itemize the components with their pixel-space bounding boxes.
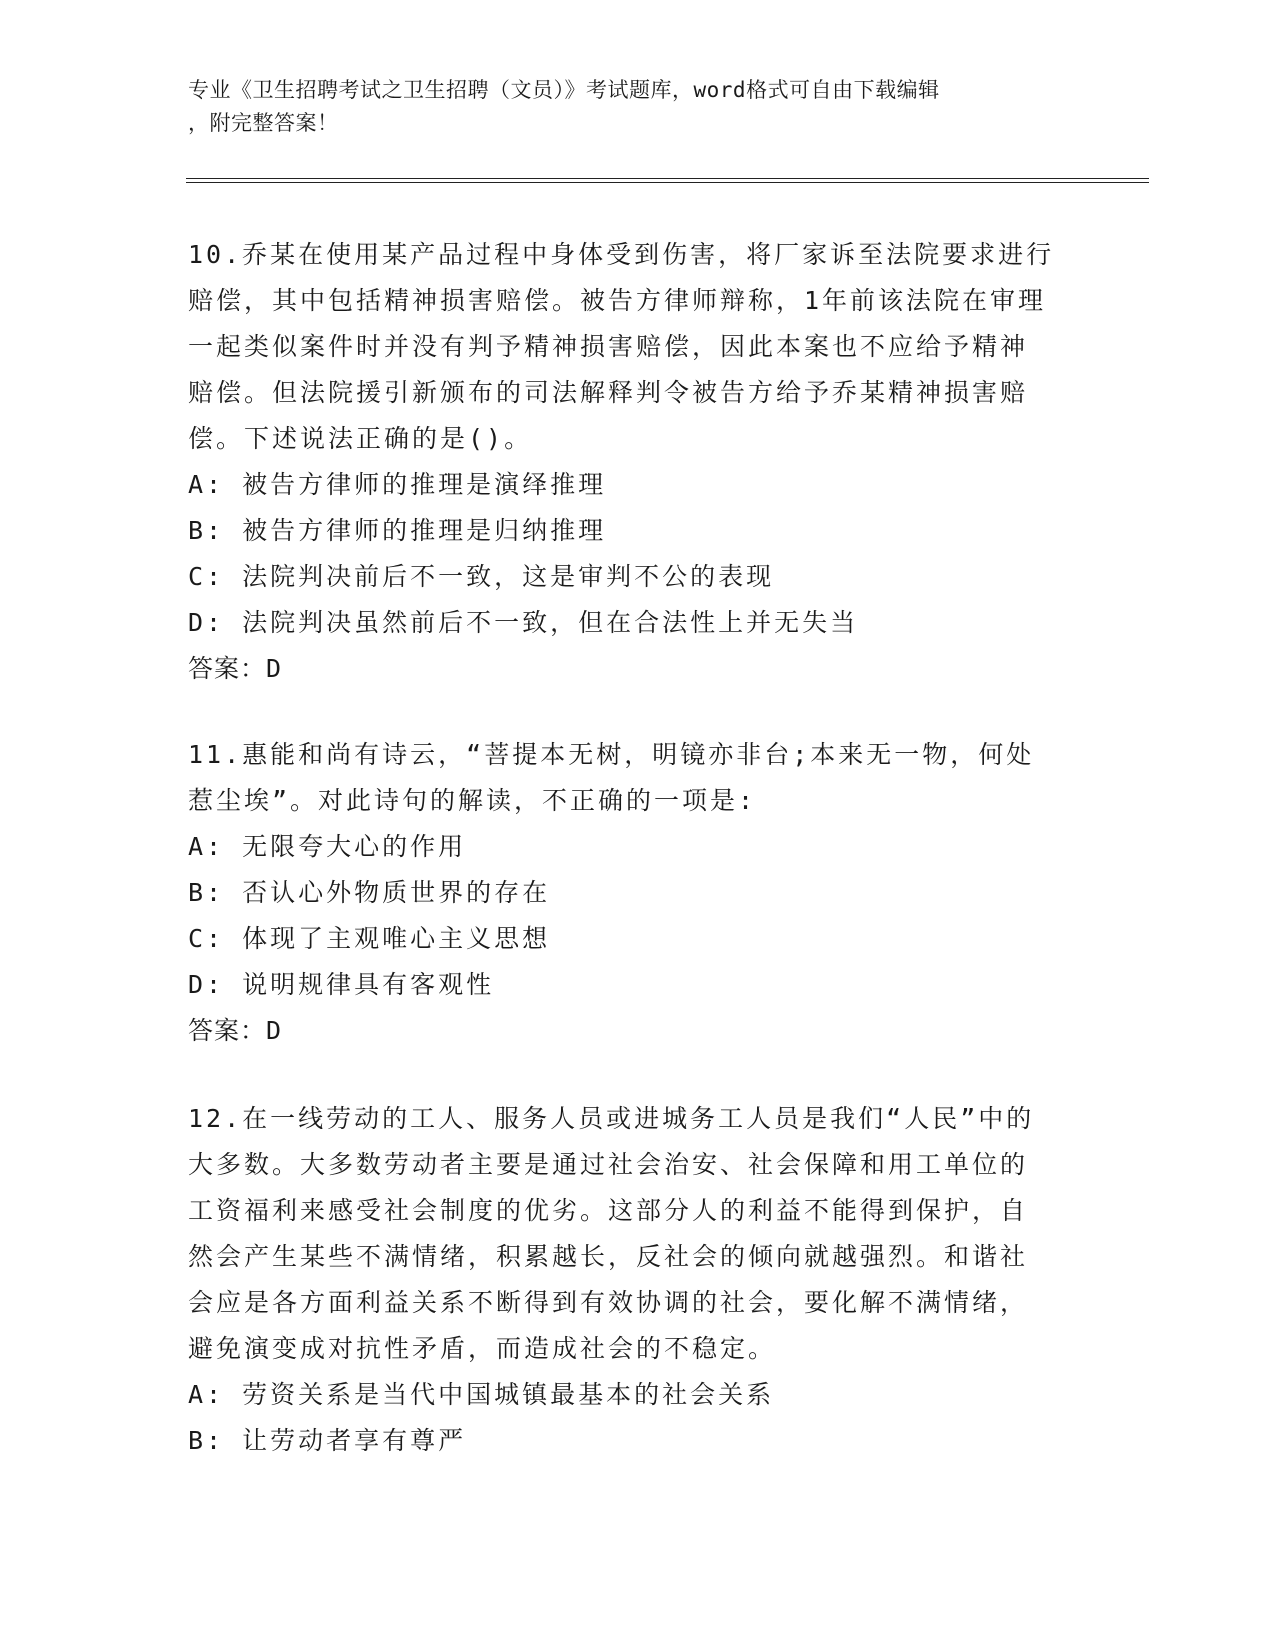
stem-line: 然会产生某些不满情绪，积累越长，反社会的倾向就越强烈。和谐社 [188, 1242, 1029, 1271]
option-b: B: 被告方律师的推理是归纳推理 [188, 516, 607, 545]
option-a: A: 劳资关系是当代中国城镇最基本的社会关系 [188, 1380, 775, 1409]
header-line-1: 专业《卫生招聘考试之卫生招聘（文员）》考试题库，word格式可自由下载编辑 [188, 78, 940, 102]
option-b: B: 让劳动者享有尊严 [188, 1426, 467, 1455]
option-c: C: 法院判决前后不一致，这是审判不公的表现 [188, 562, 775, 591]
header-divider [186, 178, 1149, 183]
stem-line: 偿。下述说法正确的是()。 [188, 424, 533, 453]
question-12 [188, 1096, 1088, 1464]
option-c: C: 体现了主观唯心主义思想 [188, 924, 551, 953]
answer: 答案：D [188, 1016, 283, 1045]
stem-line: 惹尘埃”。对此诗句的解读，不正确的一项是: [188, 786, 757, 815]
stem-line: 大多数。大多数劳动者主要是通过社会治安、社会保障和用工单位的 [188, 1150, 1029, 1179]
stem-line: 赔偿，其中包括精神损害赔偿。被告方律师辩称，1年前该法院在审理 [188, 286, 1047, 315]
stem-line: 赔偿。但法院援引新颁布的司法解释判令被告方给予乔某精神损害赔 [188, 378, 1029, 407]
stem-line: 一起类似案件时并没有判予精神损害赔偿，因此本案也不应给予精神 [188, 332, 1029, 361]
option-d: D: 法院判决虽然前后不一致，但在合法性上并无失当 [188, 608, 859, 637]
question-stem [188, 732, 1088, 824]
option-b: B: 否认心外物质世界的存在 [188, 878, 551, 907]
question-stem [188, 1096, 1088, 1372]
stem-line: 避免演变成对抗性矛盾，而造成社会的不稳定。 [188, 1334, 777, 1363]
stem-line: 10.乔某在使用某产品过程中身体受到伤害，将厂家诉至法院要求进行 [188, 240, 1055, 269]
document-header [188, 74, 1088, 140]
option-a: A: 被告方律师的推理是演绎推理 [188, 470, 607, 499]
stem-line: 12.在一线劳动的工人、服务人员或进城务工人员是我们“人民”中的 [188, 1104, 1035, 1133]
option-a: A: 无限夸大心的作用 [188, 832, 467, 861]
option-d: D: 说明规律具有客观性 [188, 970, 495, 999]
question-stem [188, 232, 1088, 462]
stem-line: 会应是各方面利益关系不断得到有效协调的社会，要化解不满情绪， [188, 1288, 1029, 1317]
question-10 [188, 232, 1088, 692]
stem-line: 11.惠能和尚有诗云，“菩提本无树，明镜亦非台;本来无一物，何处 [188, 740, 1035, 769]
stem-line: 工资福利来感受社会制度的优劣。这部分人的利益不能得到保护，自 [188, 1196, 1029, 1225]
header-line-2: ，附完整答案！ [188, 111, 339, 135]
answer: 答案：D [188, 654, 283, 683]
question-11 [188, 732, 1088, 1054]
